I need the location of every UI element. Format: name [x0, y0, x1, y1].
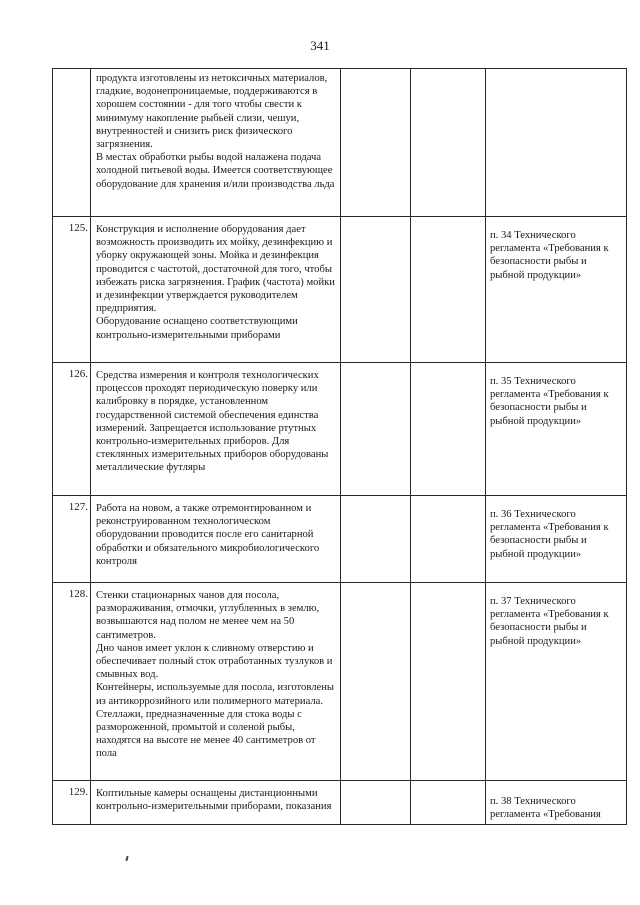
row-number: 125.: [68, 222, 88, 234]
empty-cell: [411, 69, 486, 217]
requirement-text: Коптильные камеры оснащены дистанционными контрольно-измерительными приборами, показания: [96, 788, 332, 813]
row-number: 129.: [68, 786, 88, 798]
empty-cell: [411, 363, 486, 496]
empty-cell: [341, 583, 411, 781]
requirement-cell: [91, 583, 341, 781]
requirement-text: Стеллажи, предназначенные для стока воды с размороженной, промытой и соленой рыбы, находятся на высоте не менее 40 сантиметров от пола: [96, 708, 316, 760]
requirement-text: Дно чанов имеет уклон к сливному отверстию и обеспечивает полный сток отработанных тузлуков и смывных вод.: [96, 642, 333, 681]
table-row: [53, 363, 627, 496]
row-number-cell: [53, 781, 91, 825]
reference-text: п. 38 Технического регламента «Требования: [490, 796, 601, 821]
requirements-table: [52, 68, 627, 825]
requirement-cell: [91, 781, 341, 825]
row-number-cell: [53, 217, 91, 363]
requirement-text: Средства измерения и контроля технологических процессов проходят периодическую поверку или калибровку в порядке, установленном государственной системой обеспечения единства измерений. Запрещается использование ртутных контрольно-измерительных приборов. Для стеклянных измерительных приборов оборудованы металлические футляры: [96, 370, 329, 474]
empty-cell: [411, 496, 486, 583]
reference-cell: [486, 363, 627, 496]
reference-text: п. 34 Технического регламента «Требования к безопасности рыбы и рыбной продукции»: [490, 230, 609, 281]
requirement-text: Работа на новом, а также отремонтированном и реконструированном технологическом оборудовании проводится после его санитарной обработки и обязательного микробиологического контроля: [96, 503, 320, 567]
reference-cell: [486, 583, 627, 781]
empty-cell: [341, 363, 411, 496]
requirement-text: Конструкция и исполнение оборудования дает возможность производить их мойку, дезинфекцию и уборку окружающей зоны. Мойка и дезинфекция проводится с частотой, достаточной для того, чтобы избежать риска загрязнения. График (частота) мойки и дезинфекции утверждается руководителем предприятия.: [96, 224, 335, 315]
table-row: [53, 217, 627, 363]
reference-cell: [486, 781, 627, 825]
row-number: 126.: [68, 368, 88, 380]
reference-text: п. 37 Технического регламента «Требования к безопасности рыбы и рыбной продукции»: [490, 596, 609, 647]
row-number-cell: [53, 583, 91, 781]
requirement-text: Оборудование оснащено соответствующими контрольно-измерительными приборами: [96, 316, 298, 341]
requirement-text: Контейнеры, используемые для посола, изготовлены из антикоррозийного или полимерного материала.: [96, 682, 334, 707]
requirement-cell: [91, 217, 341, 363]
empty-cell: [341, 781, 411, 825]
requirement-text: В местах обработки рыбы водой налажена подача холодной питьевой воды. Имеется соответствующее оборудование для хранения и/или производства льда: [96, 152, 335, 190]
row-number-cell: [53, 363, 91, 496]
reference-cell: [486, 496, 627, 583]
requirement-cell: [91, 69, 341, 217]
empty-cell: [411, 217, 486, 363]
requirement-text: Стенки стационарных чанов для посола, размораживания, отмочки, углубленных в землю, возвышаются над полом не менее чем на 50 сантиметров.: [96, 590, 320, 641]
requirement-cell: [91, 363, 341, 496]
empty-cell: [341, 69, 411, 217]
page-number: 341: [310, 38, 330, 53]
table-row: [53, 781, 627, 825]
row-number: [53, 69, 90, 74]
stray-mark: [125, 856, 128, 861]
empty-cell: [411, 781, 486, 825]
row-number: 128.: [68, 588, 88, 600]
table-row: [53, 496, 627, 583]
empty-cell: [341, 496, 411, 583]
row-number-cell: [53, 69, 91, 217]
reference-text: п. 36 Технического регламента «Требования к безопасности рыбы и рыбной продукции»: [490, 509, 609, 560]
row-number: 127.: [68, 501, 88, 513]
empty-cell: [341, 217, 411, 363]
requirement-text: продукта изготовлены из нетоксичных материалов, гладкие, водонепроницаемые, поддерживаются в хорошем состоянии - для того чтобы свести к минимуму накопление рыбьей слизи, чешуи, внутренностей и снизить риск физического загрязнения.: [96, 73, 328, 151]
reference-text: п. 35 Технического регламента «Требования к безопасности рыбы и рыбной продукции»: [490, 376, 609, 427]
table-row: [53, 583, 627, 781]
row-number-cell: [53, 496, 91, 583]
reference-cell: [486, 69, 627, 217]
requirement-cell: [91, 496, 341, 583]
empty-cell: [411, 583, 486, 781]
table-row: [53, 69, 627, 217]
reference-cell: [486, 217, 627, 363]
